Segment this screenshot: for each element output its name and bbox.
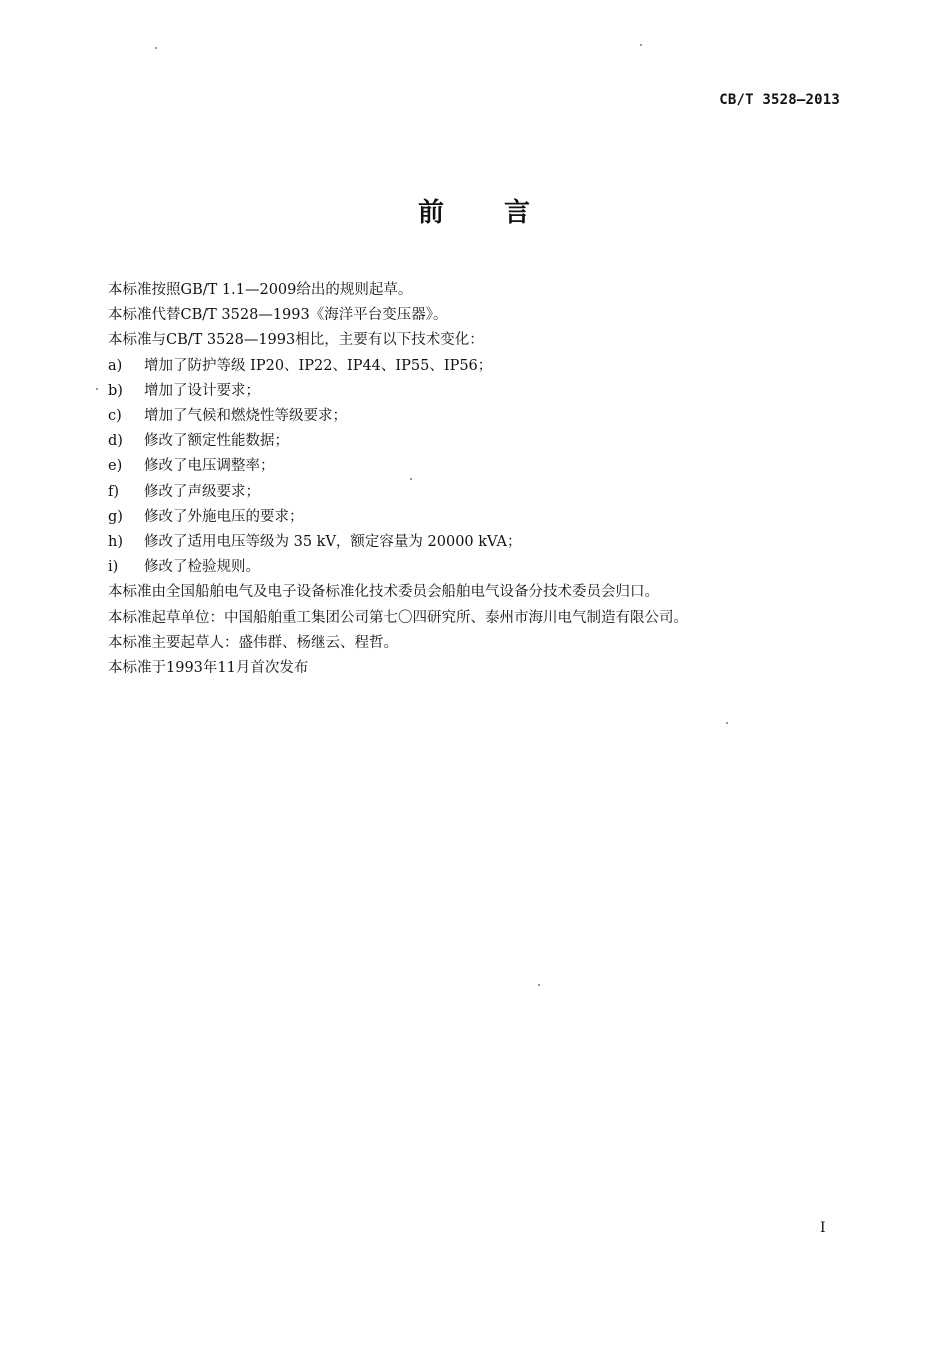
title-char-1: 前 (417, 198, 446, 228)
change-marker: h) (108, 534, 123, 551)
change-marker: i) (108, 559, 119, 576)
change-item (108, 480, 828, 505)
change-text: 增加了防护等级 IP20、IP22、IP44、IP55、IP56； (144, 357, 493, 374)
change-marker: f) (108, 483, 120, 500)
change-marker: d) (108, 433, 123, 450)
scan-speck (640, 44, 642, 46)
scan-speck (538, 984, 540, 986)
title-char-2: 言 (504, 198, 533, 228)
change-text: 修改了电压调整率； (144, 458, 275, 475)
change-text: 增加了气候和燃烧性等级要求； (144, 408, 347, 425)
change-item (108, 530, 828, 555)
change-item (108, 505, 828, 530)
paragraph-drafting-rules: 本标准按照GB/T 1.1—2009给出的规则起草。 (108, 282, 413, 298)
change-marker: c) (108, 408, 122, 425)
change-item (108, 454, 828, 479)
paragraph-drafting-units: 本标准起草单位：中国船舶重工集团公司第七〇四研究所、泰州市海川电气制造有限公司。 (108, 609, 688, 626)
scan-speck (155, 47, 157, 49)
scan-speck (410, 478, 412, 480)
change-text: 修改了额定性能数据； (144, 433, 289, 450)
paragraph-drafters: 本标准主要起草人：盛伟群、杨继云、程哲。 (108, 634, 398, 651)
paragraph-replacement: 本标准代替CB/T 3528—1993《海洋平台变压器》。 (108, 307, 448, 324)
page-number: I (820, 1220, 826, 1236)
scan-speck (726, 722, 728, 724)
page-title (0, 192, 950, 229)
scan-speck (96, 388, 98, 390)
change-item (108, 555, 828, 580)
change-text: 增加了设计要求； (144, 382, 260, 399)
change-item (108, 404, 828, 429)
change-marker: b) (108, 382, 123, 399)
change-marker: a) (108, 357, 123, 374)
standard-code: CB/T 3528—2013 (719, 92, 840, 108)
paragraph-first-release: 本标准于1993年11月首次发布 (108, 660, 309, 677)
foreword-body (108, 278, 828, 681)
change-text: 修改了外施电压的要求； (144, 508, 304, 525)
change-text: 修改了检验规则。 (144, 559, 260, 576)
change-item (108, 354, 828, 379)
paragraph-changes-intro: 本标准与CB/T 3528—1993相比，主要有以下技术变化： (108, 332, 484, 349)
change-marker: g) (108, 508, 123, 525)
change-marker: e) (108, 458, 123, 475)
change-item (108, 429, 828, 454)
change-text: 修改了适用电压等级为 35 kV，额定容量为 20000 kVA； (144, 534, 522, 551)
change-text: 修改了声级要求； (144, 483, 260, 500)
change-item (108, 379, 828, 404)
paragraph-committee: 本标准由全国船舶电气及电子设备标准化技术委员会船舶电气设备分技术委员会归口。 (108, 584, 659, 601)
